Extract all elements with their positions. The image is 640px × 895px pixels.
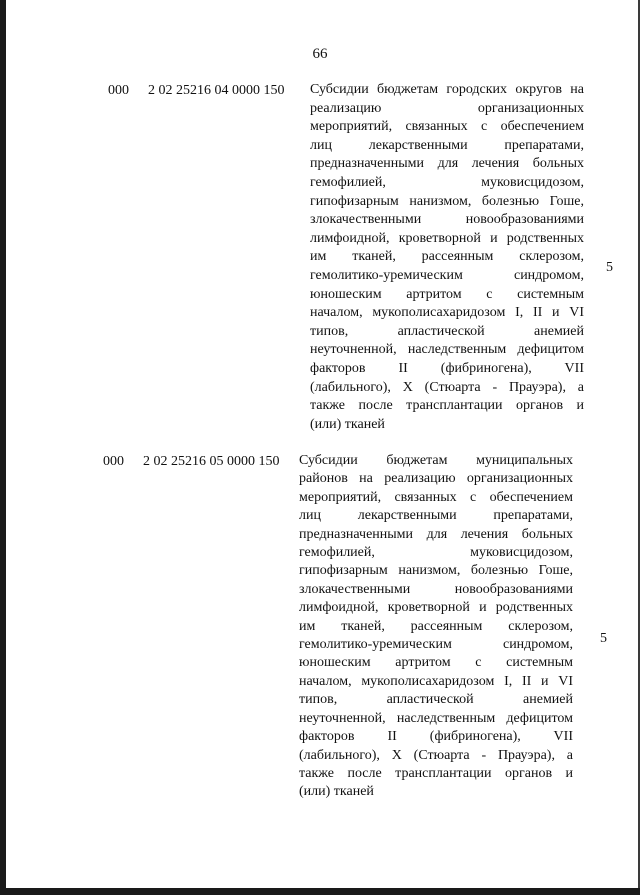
scan-border-left <box>0 0 6 895</box>
page-number: 66 <box>312 46 328 62</box>
description-line: предназначенными для лечения больных <box>299 526 573 542</box>
amount-value: 5 <box>606 260 613 275</box>
description-line: факторов II (фибриногена), VII <box>299 729 573 745</box>
description-line: лиц лекарственными препаратами, <box>310 137 584 153</box>
description-line: им тканей, рассеянным склерозом, <box>299 618 573 634</box>
description-line: (лабильного), X (Стюарта - Прауэра), а <box>310 379 584 395</box>
description-line: юношеским артритом с системным <box>299 655 573 671</box>
description-line: мероприятий, связанных с обеспечением <box>299 489 573 505</box>
income-description <box>310 81 584 434</box>
description-line: гемофилией, муковисцидозом, <box>299 545 573 561</box>
description-line: неуточненной, наследственным дефицитом <box>310 342 584 358</box>
description-line: им тканей, рассеянным склерозом, <box>310 249 584 265</box>
description-line: гемолитико-уремическим синдромом, <box>299 637 573 653</box>
description-line: началом, мукополисахаридозом I, II и VI <box>310 305 584 321</box>
income-description <box>299 452 573 802</box>
amount-value: 5 <box>600 631 607 646</box>
budget-classification-code: 2 02 25216 05 0000 150 <box>143 454 280 469</box>
description-line: Субсидии бюджетам городских округов на <box>310 82 584 97</box>
description-line: лимфоидной, кроветворной и родственных <box>299 600 573 616</box>
description-line: районов на реализацию организационных <box>299 471 573 487</box>
description-line: мероприятий, связанных с обеспечением <box>310 119 584 135</box>
description-line: также после трансплантации органов и <box>299 765 573 781</box>
description-line: (или) тканей <box>310 416 385 432</box>
description-line: гемофилией, муковисцидозом, <box>310 174 584 190</box>
description-line: злокачественными новообразованиями <box>299 581 573 597</box>
description-line: неуточненной, наследственным дефицитом <box>299 710 573 726</box>
description-line: Субсидии бюджетам муниципальных <box>299 453 573 468</box>
description-line: реализацию организационных <box>310 100 584 116</box>
description-line: типов, апластической анемией <box>310 323 584 339</box>
description-line: лиц лекарственными препаратами, <box>299 508 573 524</box>
description-line: злокачественными новообразованиями <box>310 212 584 228</box>
admin-code: 000 <box>103 454 124 469</box>
budget-classification-code: 2 02 25216 04 0000 150 <box>148 83 285 98</box>
description-line: гемолитико-уремическим синдромом, <box>310 267 584 283</box>
description-line: лимфоидной, кроветворной и родственных <box>310 230 584 246</box>
description-line: гипофизарным нанизмом, болезнью Гоше, <box>310 193 584 209</box>
description-line: также после трансплантации органов и <box>310 398 584 414</box>
description-line: типов, апластической анемией <box>299 692 573 708</box>
description-line: (или) тканей <box>299 784 374 800</box>
description-line: юношеским артритом с системным <box>310 286 584 302</box>
scan-border-bottom <box>0 888 640 895</box>
description-line: факторов II (фибриногена), VII <box>310 360 584 376</box>
description-line: (лабильного), X (Стюарта - Прауэра), а <box>299 747 573 763</box>
description-line: началом, мукополисахаридозом I, II и VI <box>299 673 573 689</box>
description-line: гипофизарным нанизмом, болезнью Гоше, <box>299 563 573 579</box>
description-line: предназначенными для лечения больных <box>310 156 584 172</box>
admin-code: 000 <box>108 83 129 98</box>
